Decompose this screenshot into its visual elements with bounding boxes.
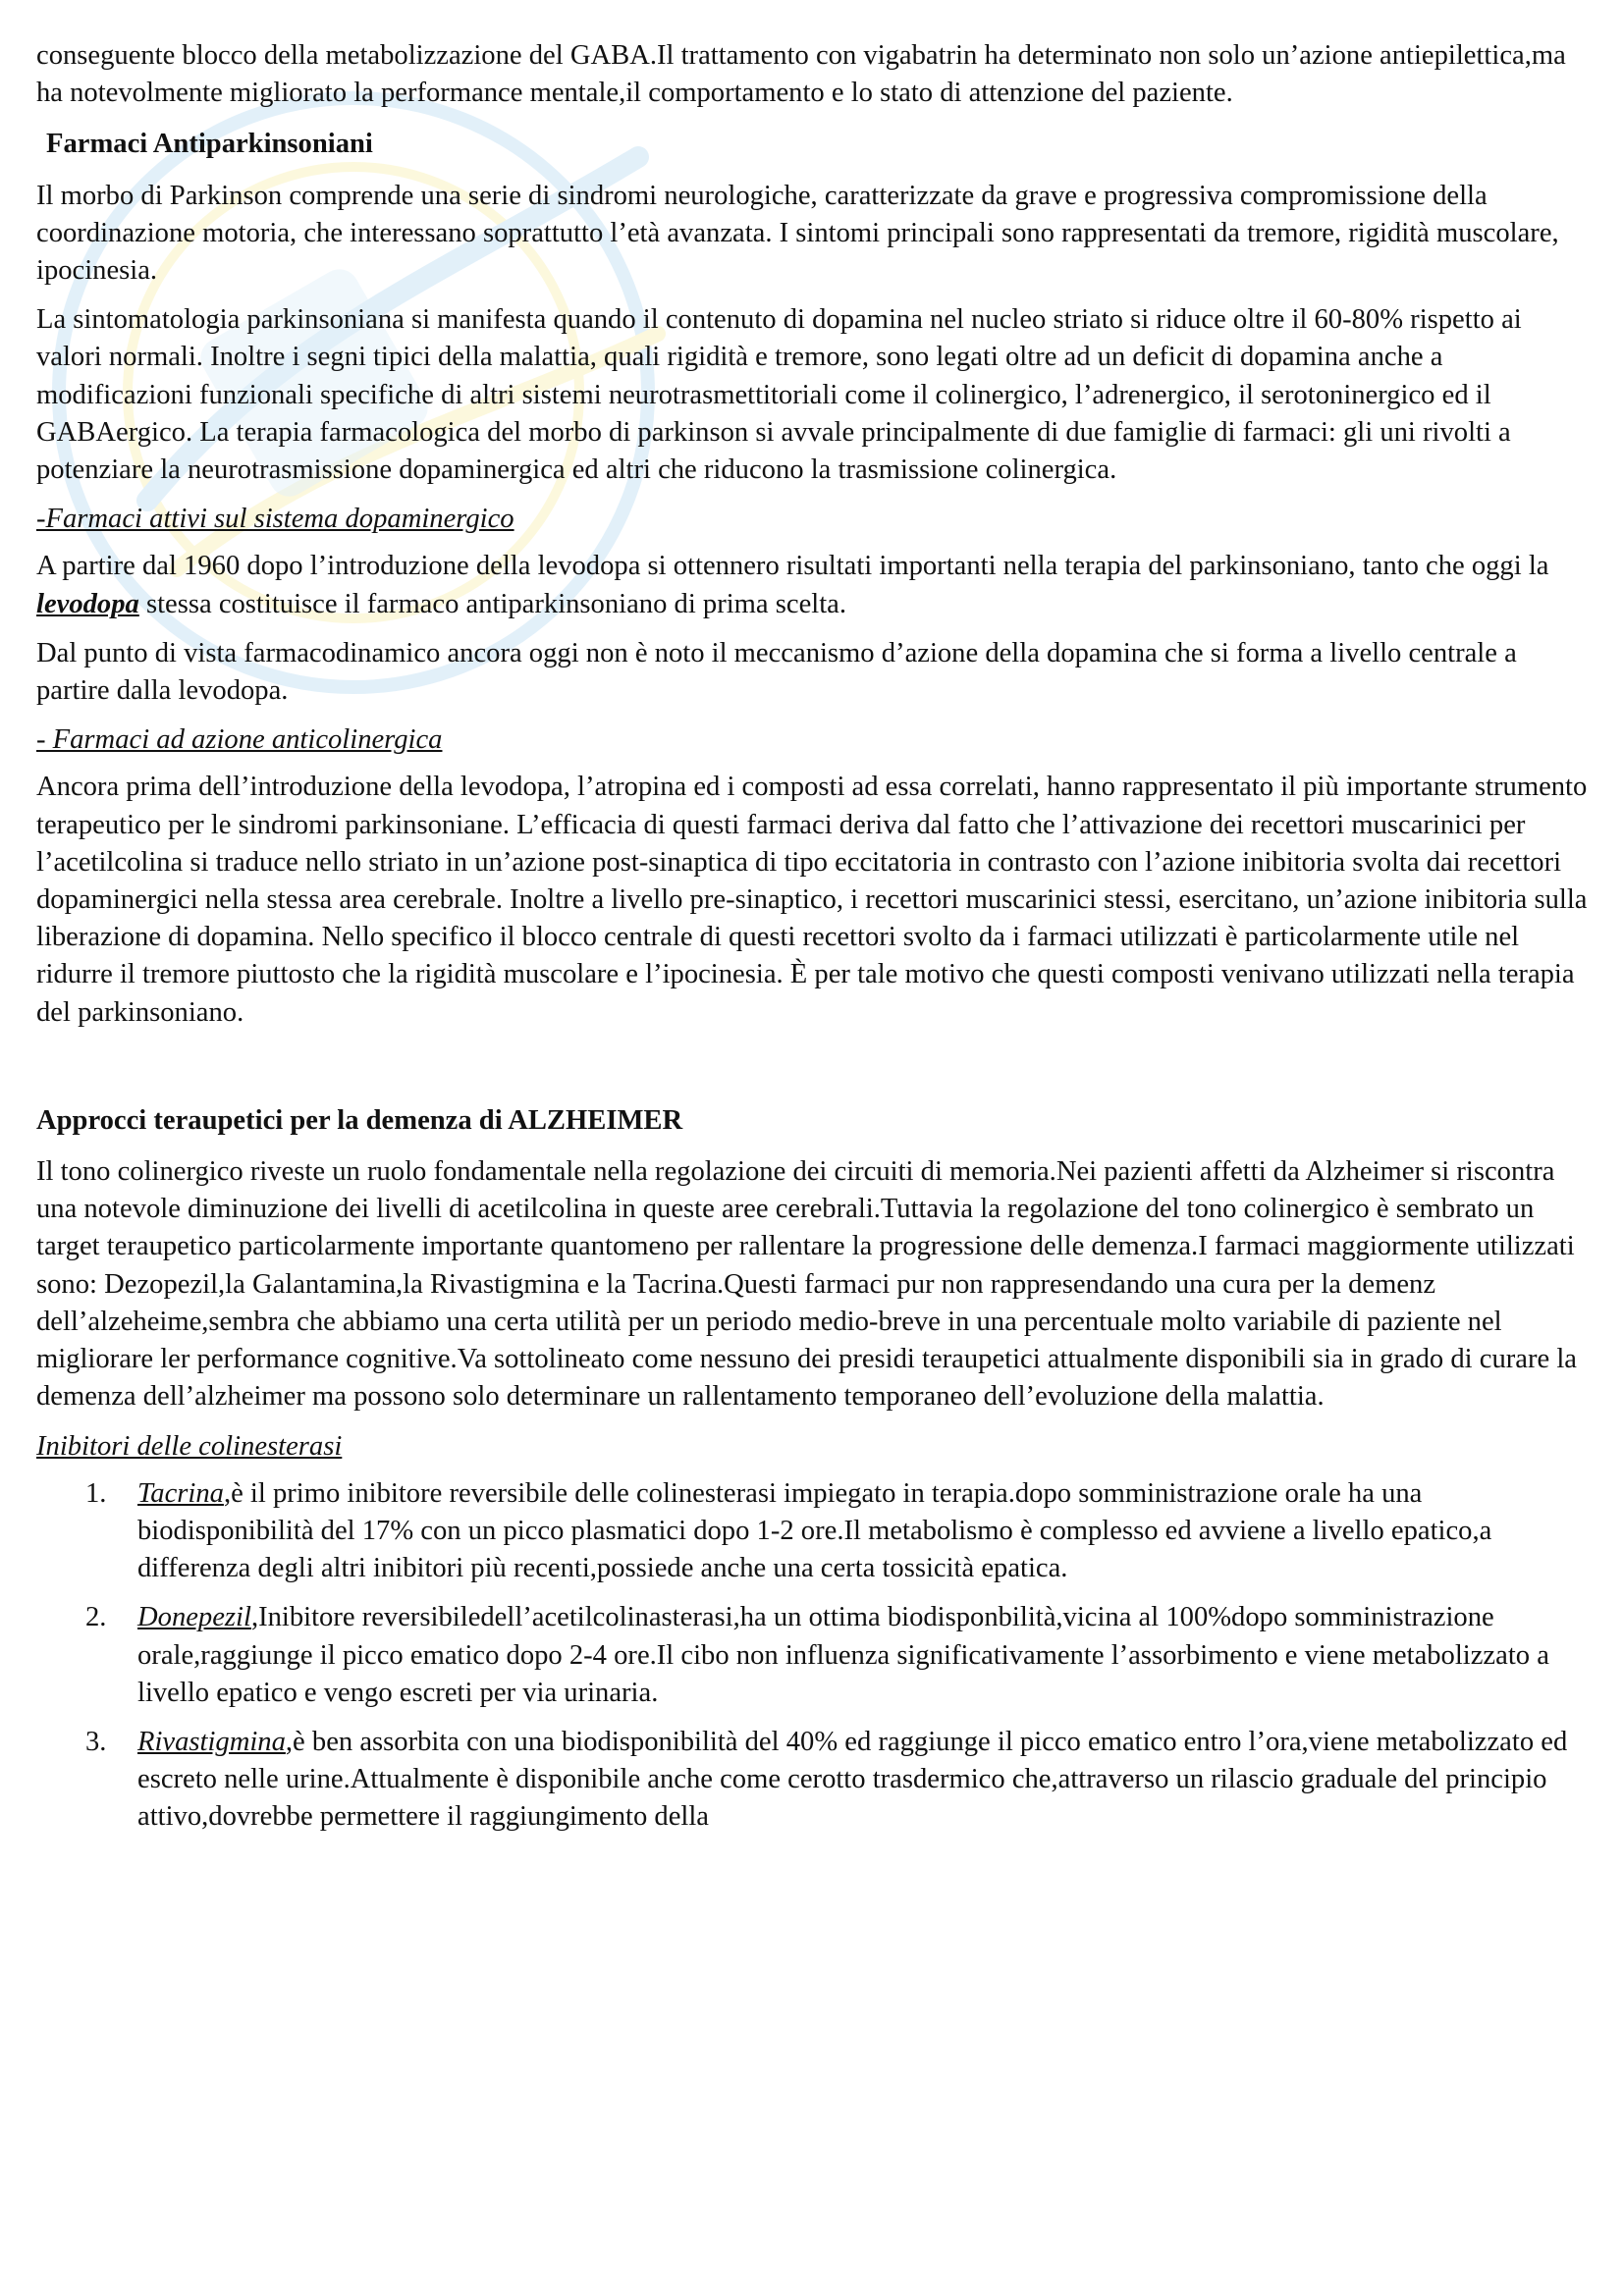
drug-list — [36, 1475, 1588, 1837]
drug-description: ,è ben assorbita con una biodisponibilità del 40% ed raggiunge il picco ematico entro l’ora,viene metabolizzato ed escreto nelle urine.Attualmente è disponibile anche come cerotto trasdermico che,attraverso un rilascio graduale del principio attivo,dovrebbe permettere il raggiungimento della — [137, 1726, 1568, 1833]
drug-name: Donepezil — [137, 1602, 251, 1633]
parkinson-section-title: Farmaci Antiparkinsoniani — [46, 129, 373, 160]
anticholinergic-paragraph: Ancora prima dell’introduzione della levodopa, l’atropina ed i composti ad essa correlati, hanno rappresentato il più importante strumento terapeutico per le sindromi parkinsoniane. L’efficacia di questi farmaci deriva dal fatto che l’attivazione dei recettori muscarinici per l’acetilcolina si traduce nello striato in un’azione post-sinaptica di tipo eccitatoria in contrasto con l’azione inibitoria svolta dai recettori dopaminergici nella stessa area cerebrale. Inoltre a livello pre-sinaptico, i recettori muscarinici stessi, esercitano, un’azione inibitoria sulla liberazione di dopamina. Nello specifico il blocco centrale di questi recettori svolto da i farmaci utilizzati è particolarmente utile nel ridurre il tremore piuttosto che la rigidità muscolare e l’ipocinesia. È per tale motivo che questi composti venivano utilizzati nella terapia del parkinsoniano. — [36, 772, 1588, 1028]
dopaminergic-paragraph-2: Dal punto di vista farmacodinamico ancora oggi non è noto il meccanismo d’azione della dopamina che si forma a livello centrale a partire dalla levodopa. — [36, 637, 1517, 707]
dopaminergic-paragraph-1 — [36, 548, 1588, 622]
levodopa-keyword: levodopa — [36, 588, 139, 619]
drug-name: Tacrina — [137, 1477, 224, 1509]
list-item-number: 1. — [85, 1477, 107, 1509]
list-item — [36, 1475, 1588, 1588]
list-item — [36, 1599, 1588, 1712]
dopaminergic-text-after: stessa costituisce il farmaco antiparkinsoniano di prima scelta. — [138, 588, 847, 619]
document-body — [36, 37, 1588, 1848]
drug-name: Rivastigmina — [137, 1726, 286, 1757]
parkinson-paragraph-1: Il morbo di Parkinson comprende una serie di sindromi neurologiche, caratterizzate da grave e progressiva compromissione della coordinazione motoria, che interessano soprattutto l’età avanzata. I sintomi principali sono rappresentati da tremore, rigidità muscolare, ipocinesia. — [36, 180, 1559, 287]
alzheimer-section-title: Approcci teraupetici per la demenza di ALZHEIMER — [36, 1104, 683, 1136]
parkinson-paragraph-2: La sintomatologia parkinsoniana si manifesta quando il contenuto di dopamina nel nucleo striato si riduce oltre il 60-80% rispetto ai valori normali. Inoltre i segni tipici della malattia, quali rigidità e tremore, sono legati oltre ad un deficit di dopamina anche a modificazioni funzionali specifiche di altri sistemi neurotrasmettitoriali come il colinergico, l’adrenergico, il serotoninergico ed il GABAergico. La terapia farmacologica del morbo di parkinson si avvale principalmente di due famiglie di farmaci: gli uni rivolti a potenziare la neurotrasmissione dopaminergica ed altri che riducono la trasmissione colinergica. — [36, 304, 1522, 486]
drug-description: ,Inibitore reversibiledell’acetilcolinasterasi,ha un ottima biodisponbilità,vicina al 100%dopo somministrazione orale,raggiunge il picco ematico dopo 2-4 ore.Il cibo non influenza significativamente l’assorbimento e viene metabolizzato a livello epatico e vengo escreti per via urinaria. — [137, 1602, 1549, 1708]
alzheimer-paragraph: Il tono colinergico riveste un ruolo fondamentale nella regolazione dei circuiti di memoria.Nei pazienti affetti da Alzheimer si riscontra una notevole diminuzione dei livelli di acetilcolina in queste aree cerebrali.Tuttavia la regolazione del tono colinergico è sembrato un target teraupetico particolarmente importante quantomeno per rallentare la progressione delle demenza.I farmaci maggiormente utilizzati sono: Dezopezil,la Galantamina,la Rivastigmina e la Tacrina.Questi farmaci pur non rappresendando una cura per la demenz dell’alzeheime,sembra che abbiamo una certa utilità per un periodo medio-breve in una percentuale molto variabile di paziente nel migliorare ler performance cognitive.Va sottolineato come nessuno dei presidi teraupetici attualmente disponibili sia in grado di curare la demenza dell’alzheimer ma possono solo determinare un rallentamento temporaneo dell’evoluzione della malattia. — [36, 1156, 1577, 1413]
dopaminergic-subheading: -Farmaci attivi sul sistema dopaminergico — [36, 504, 514, 535]
cholinesterase-inhibitors-subheading: Inibitori delle colinesterasi — [36, 1430, 343, 1462]
anticholinergic-subheading: - Farmaci ad azione anticolinergica — [36, 724, 443, 756]
intro-paragraph: conseguente blocco della metabolizzazione del GABA.Il trattamento con vigabatrin ha determinato non solo un’azione antiepilettica,ma ha notevolmente migliorato la performance mentale,il comportamento e lo stato di attenzione del paziente. — [36, 40, 1566, 109]
list-item — [36, 1724, 1588, 1837]
list-item-number: 3. — [85, 1726, 107, 1757]
list-item-number: 2. — [85, 1602, 107, 1633]
dopaminergic-text-before: A partire dal 1960 dopo l’introduzione della levodopa si ottennero risultati importanti nella terapia del parkinsoniano, tanto che oggi la — [36, 551, 1549, 582]
drug-description: ,è il primo inibitore reversibile delle colinesterasi impiegato in terapia.dopo somministrazione orale ha una biodisponibilità del 17% con un picco plasmatici dopo 1-2 ore.Il metabolismo è complesso ed avviene a livello epatico,a differenza degli altri inibitori più recenti,possiede anche una certa tossicità epatica. — [137, 1477, 1492, 1584]
